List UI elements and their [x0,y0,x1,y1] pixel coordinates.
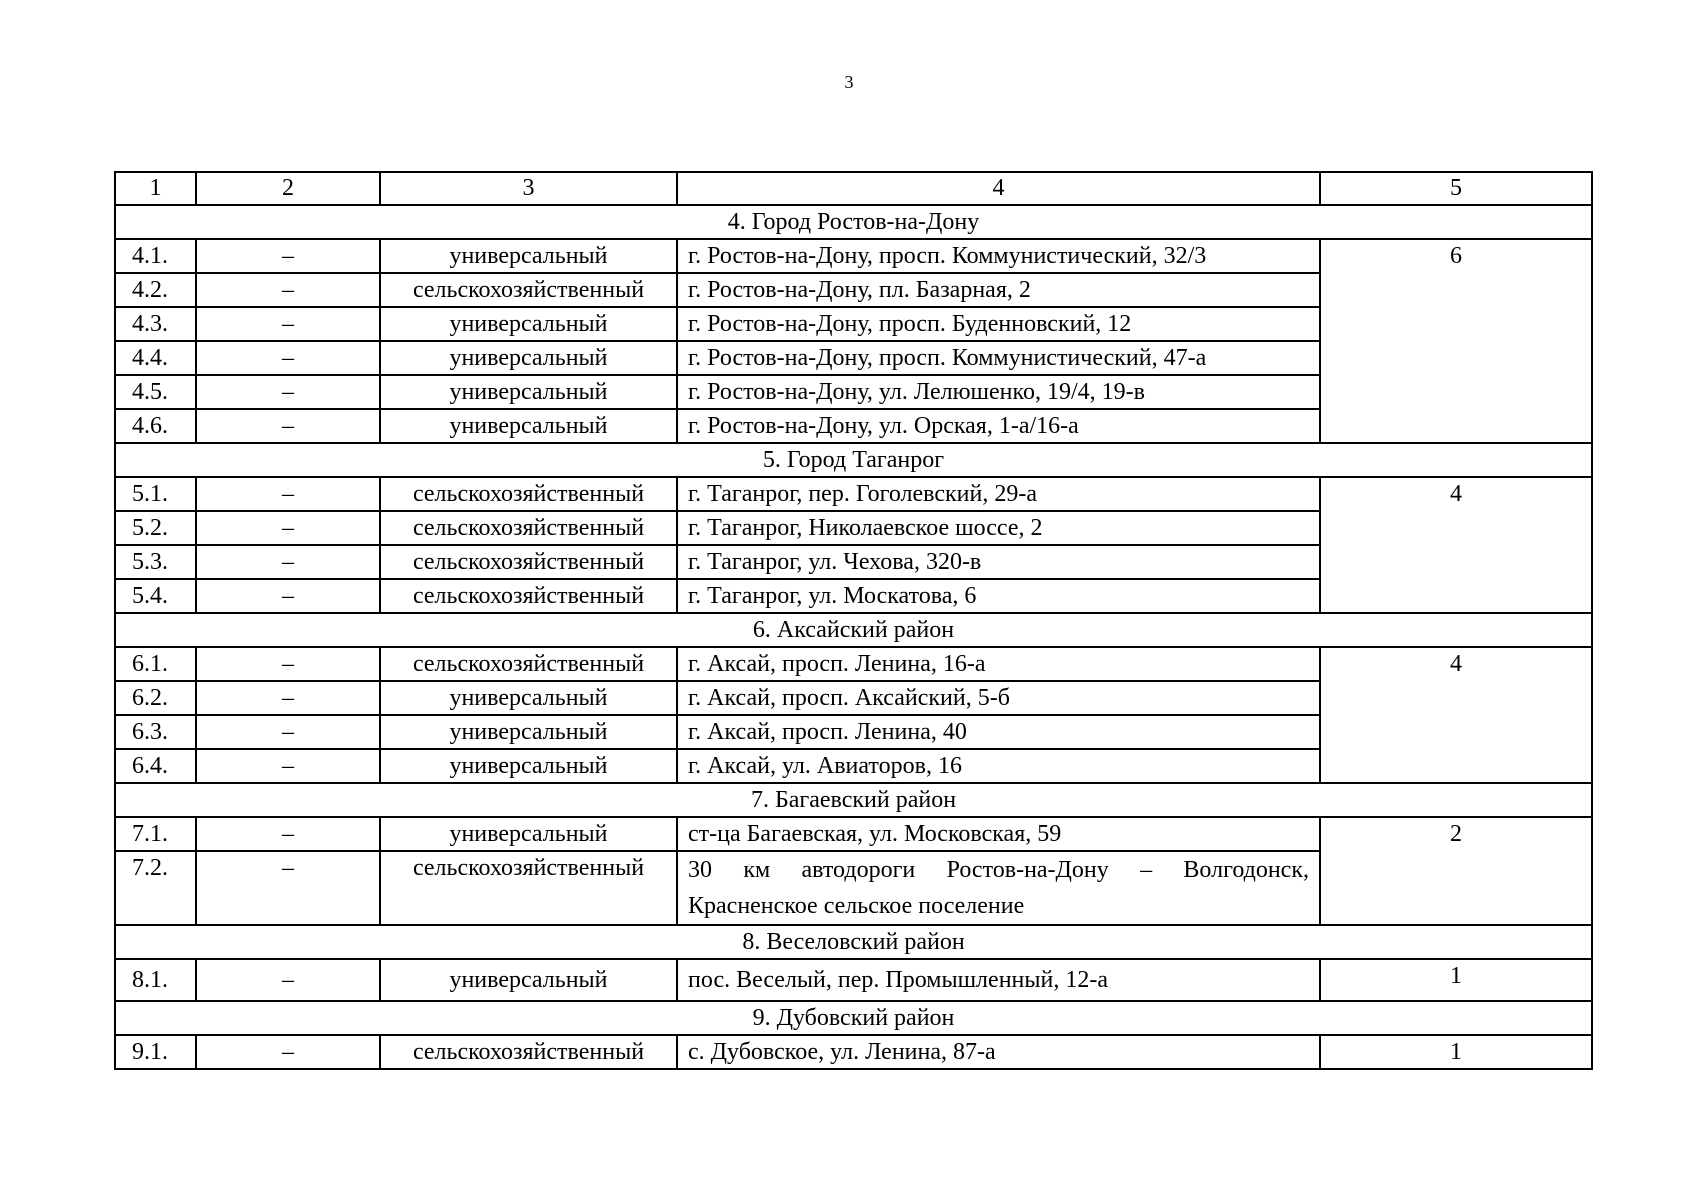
market-type: универсальный [380,409,677,443]
market-address: г. Аксай, просп. Ленина, 16-а [677,647,1320,681]
row-dash: – [196,959,380,1001]
row-number: 4.3. [115,307,196,341]
market-address: г. Таганрог, Николаевское шоссе, 2 [677,511,1320,545]
market-type: универсальный [380,715,677,749]
market-address: г. Аксай, ул. Авиаторов, 16 [677,749,1320,783]
row-number: 9.1. [115,1035,196,1069]
market-address: г. Ростов-на-Дону, ул. Орская, 1-а/16-а [677,409,1320,443]
row-number: 5.3. [115,545,196,579]
section-header [115,925,1592,959]
market-address: г. Ростов-на-Дону, просп. Коммунистический, 47-а [677,341,1320,375]
section-title: 6. Аксайский район [115,613,1592,647]
market-type: сельскохозяйственный [380,477,677,511]
market-count: 4 [1320,477,1592,613]
row-number: 6.3. [115,715,196,749]
column-header-row [115,172,1592,205]
market-address: г. Таганрог, ул. Москатова, 6 [677,579,1320,613]
market-address: 30 км автодороги Ростов-на-Дону – Волгодонск, Красненское сельское поселение [677,851,1320,925]
market-type: сельскохозяйственный [380,273,677,307]
market-count: 1 [1320,959,1592,1001]
section-header [115,613,1592,647]
column-header: 4 [677,172,1320,205]
market-type: универсальный [380,341,677,375]
section-header [115,783,1592,817]
section-title: 7. Багаевский район [115,783,1592,817]
market-type: сельскохозяйственный [380,851,677,925]
table-row [115,239,1592,273]
market-address: г. Таганрог, пер. Гоголевский, 29-а [677,477,1320,511]
market-address: г. Аксай, просп. Аксайский, 5-б [677,681,1320,715]
row-number: 8.1. [115,959,196,1001]
section-header [115,1001,1592,1035]
market-count: 4 [1320,647,1592,783]
section-title: 9. Дубовский район [115,1001,1592,1035]
market-count: 1 [1320,1035,1592,1069]
column-header: 1 [115,172,196,205]
market-address: г. Таганрог, ул. Чехова, 320-в [677,545,1320,579]
table-row [115,817,1592,851]
row-number: 7.1. [115,817,196,851]
row-dash: – [196,239,380,273]
page-number: 3 [844,72,854,92]
section-title: 4. Город Ростов-на-Дону [115,205,1592,239]
row-dash: – [196,851,380,925]
row-number: 4.5. [115,375,196,409]
row-dash: – [196,749,380,783]
row-number: 6.1. [115,647,196,681]
row-dash: – [196,477,380,511]
table-row [115,647,1592,681]
market-address: с. Дубовское, ул. Ленина, 87-а [677,1035,1320,1069]
row-dash: – [196,375,380,409]
column-header: 2 [196,172,380,205]
column-header: 3 [380,172,677,205]
market-type: сельскохозяйственный [380,545,677,579]
market-type: сельскохозяйственный [380,647,677,681]
row-dash: – [196,1035,380,1069]
row-number: 5.1. [115,477,196,511]
market-address: г. Аксай, просп. Ленина, 40 [677,715,1320,749]
markets-table [114,171,1593,1070]
market-type: универсальный [380,239,677,273]
row-dash: – [196,817,380,851]
table-row [115,959,1592,1001]
market-type: универсальный [380,307,677,341]
market-address: ст-ца Багаевская, ул. Московская, 59 [677,817,1320,851]
column-header: 5 [1320,172,1592,205]
row-dash: – [196,545,380,579]
row-dash: – [196,579,380,613]
section-title: 5. Город Таганрог [115,443,1592,477]
market-address: г. Ростов-на-Дону, ул. Лелюшенко, 19/4, 19-в [677,375,1320,409]
table-row [115,477,1592,511]
market-type: универсальный [380,817,677,851]
market-address: г. Ростов-на-Дону, просп. Коммунистический, 32/3 [677,239,1320,273]
row-number: 6.4. [115,749,196,783]
row-number: 4.2. [115,273,196,307]
row-number: 4.6. [115,409,196,443]
row-dash: – [196,511,380,545]
row-dash: – [196,307,380,341]
market-count: 6 [1320,239,1592,443]
row-dash: – [196,681,380,715]
market-address: пос. Веселый, пер. Промышленный, 12-а [677,959,1320,1001]
row-dash: – [196,647,380,681]
market-type: сельскохозяйственный [380,579,677,613]
market-type: универсальный [380,959,677,1001]
row-dash: – [196,409,380,443]
market-type: универсальный [380,681,677,715]
row-number: 4.4. [115,341,196,375]
market-type: сельскохозяйственный [380,511,677,545]
market-address: г. Ростов-на-Дону, просп. Буденновский, 12 [677,307,1320,341]
section-header [115,205,1592,239]
table-row [115,1035,1592,1069]
row-number: 6.2. [115,681,196,715]
row-number: 4.1. [115,239,196,273]
market-type: сельскохозяйственный [380,1035,677,1069]
row-number: 5.4. [115,579,196,613]
section-title: 8. Веселовский район [115,925,1592,959]
market-count: 2 [1320,817,1592,925]
market-type: универсальный [380,375,677,409]
market-address: г. Ростов-на-Дону, пл. Базарная, 2 [677,273,1320,307]
market-type: универсальный [380,749,677,783]
row-dash: – [196,341,380,375]
section-header [115,443,1592,477]
row-dash: – [196,273,380,307]
row-number: 7.2. [115,851,196,925]
row-dash: – [196,715,380,749]
row-number: 5.2. [115,511,196,545]
